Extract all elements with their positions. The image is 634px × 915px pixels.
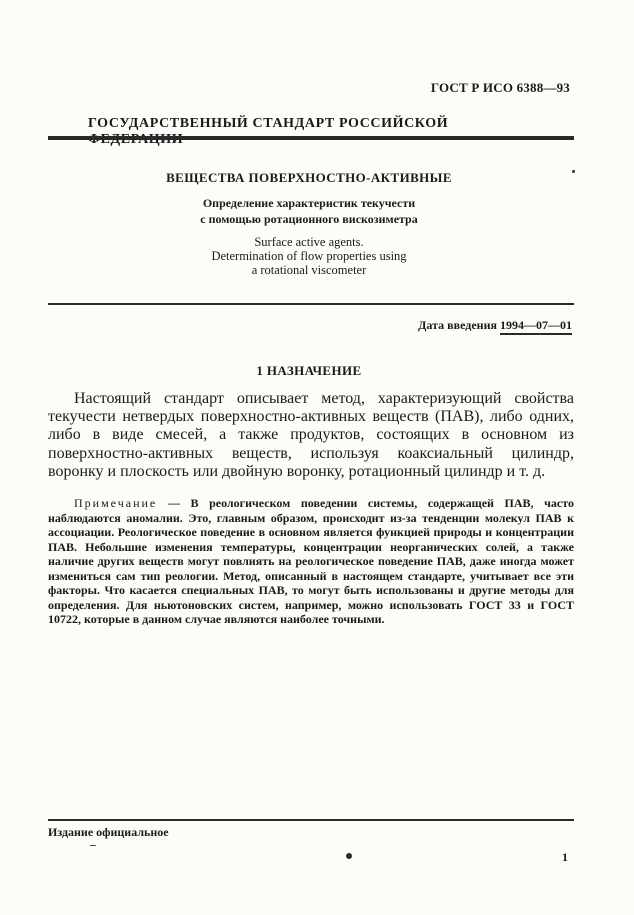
footer-rule [48,819,574,821]
subtitle-ru-line: с помощью ротационного вискозиметра [200,212,418,226]
subtitle-ru-line: Определение характеристик текучести [202,196,416,210]
scan-speck [572,170,575,173]
page-number: 1 [562,850,568,864]
subtitle-english [0,235,618,277]
intro-date-label: Дата введения [418,318,497,332]
subtitle-en-line: a rotational viscometer [251,263,367,277]
note-text: — В реологическом поведении системы, содержащей ПАВ, часто наблюдаются аномалии. Это, главным образом, происходит из-за тенденции молекул ПАВ к ассоциации. Реологическое поведение в основном является функцией природы и концентрации ПАВ. Небольшие изменения температуры, концентрации неорганических солей, а также наличие других веществ могут повлиять на реологическое поведение ПАВ, даже иногда может измениться сам тип реологии. Метод, описанный в настоящем стандарте, учитывает все эти факторы. Что касается специальных ПАВ, то могут быть использованы и другие методы для определения. Для ньютоновских систем, например, можно использовать ГОСТ 33 и ГОСТ 10722, которые в данном случае являются наиболее точными. [48,496,574,626]
introduction-date [418,318,572,333]
scan-speck [90,845,96,846]
note-paragraph [48,496,574,627]
document-title: ВЕЩЕСТВА ПОВЕРХНОСТНО-АКТИВНЫЕ [166,170,452,185]
subtitle-en-line: Surface active agents. [254,235,364,249]
standard-title: ГОСУДАРСТВЕННЫЙ СТАНДАРТ РОССИЙСКОЙ [88,116,449,131]
document-number: ГОСТ Р ИСО 6388—93 [430,80,570,95]
subtitle-russian [0,195,618,227]
intro-date-value: 1994—07—01 [500,318,572,335]
title-rule [48,303,574,305]
edition-label: Издание официальное [48,825,169,839]
section-heading: 1 НАЗНАЧЕНИЕ [256,363,362,378]
scope-paragraph: Настоящий стандарт описывает метод, характеризующий свойства текучести нетвердых поверхностно-активных веществ (ПАВ), либо одних, либо в виде смесей, а также продуктов, состоящих в основном из поверхностно-активных веществ, используя коаксиальный цилиндр, воронку и плоскость или двойную воронку, ротационный цилиндр и т. д. [48,390,574,480]
scan-dot [346,853,352,859]
subtitle-en-line: Determination of flow properties using [211,249,407,263]
note-label: Примечание [74,496,158,510]
header-rule [48,136,574,140]
